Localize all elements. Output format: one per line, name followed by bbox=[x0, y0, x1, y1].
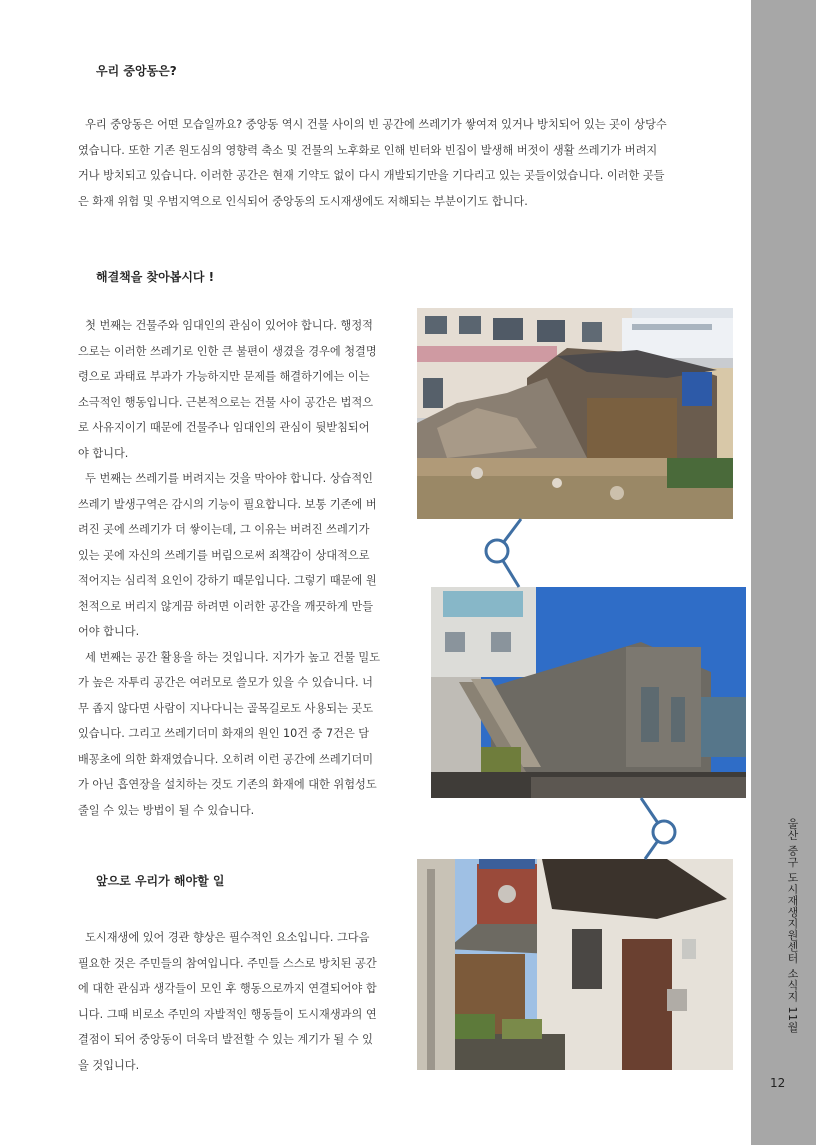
photo-alley bbox=[417, 859, 733, 1070]
intro-paragraph bbox=[78, 112, 720, 214]
text-line: 두 번째는 쓰레기를 버려지는 것을 막아야 합니다. 상습적인 bbox=[78, 472, 373, 485]
text-line: 니다. 그때 비로소 주민의 자발적인 행동들이 도시재생과의 연 bbox=[78, 1007, 377, 1021]
text-line: 줄일 수 있는 방법이 될 수 있습니다. bbox=[78, 803, 255, 817]
text-line: 에 대한 관심과 생각들이 모인 후 행동으로까지 연결되어야 합 bbox=[78, 982, 377, 995]
text-line: 세 번째는 공간 활용을 하는 것입니다. 지가가 높고 건물 밀도 bbox=[78, 650, 381, 664]
text-line: 적어지는 심리적 요인이 강하기 때문입니다. 그렇기 때문에 원 bbox=[78, 574, 377, 587]
text-line: 천적으로 버리지 않게끔 하려면 이러한 공간을 깨끗하게 만들 bbox=[78, 599, 374, 613]
intro-heading: 우리 중앙동은? bbox=[96, 64, 177, 78]
text-line: 결점이 되어 중앙동이 더욱더 발전할 수 있는 계기가 될 수 있 bbox=[78, 1033, 373, 1046]
text-line: 였습니다. 또한 기존 원도심의 영향력 축소 및 건물의 노후화로 인해 빈터와 빈집이 발생해 버젓이 생활 쓰레기가 버려지 bbox=[78, 143, 658, 157]
text-line: 첫 번째는 건물주와 임대인의 관심이 있어야 합니다. 행정적 bbox=[78, 319, 373, 332]
text-line: 은 화재 위험 및 우범지역으로 인식되어 중앙동의 도시재생에도 저해되는 부분이기도 합니다. bbox=[78, 194, 528, 208]
connector-circle-1 bbox=[486, 540, 508, 562]
text-line: 가 아닌 흡연장을 설치하는 것도 기존의 화재에 대한 위험성도 bbox=[78, 778, 377, 791]
text-line: 있습니다. 그리고 쓰레기더미 화재의 원인 10건 중 7건은 담 bbox=[78, 727, 370, 740]
text-line: 무 좁지 않다면 사람이 지나다니는 골목길로도 사용되는 곳도 bbox=[78, 701, 374, 715]
connector-circle-2 bbox=[653, 821, 675, 843]
text-line: 으로는 이러한 쓰레기로 인한 큰 불편이 생겼을 경우에 청결명 bbox=[78, 344, 377, 358]
text-line: 로 사유지이기 때문에 건물주나 임대인의 관심이 뒷받침되어 bbox=[78, 421, 370, 434]
text-line: 있는 곳에 자신의 쓰레기를 버림으로써 죄책감이 상대적으로 bbox=[78, 548, 370, 562]
text-line: 소극적인 행동입니다. 근본적으로는 건물 사이 공간은 법적으 bbox=[78, 395, 374, 409]
photo-collapsed-house bbox=[417, 308, 733, 519]
page-number: 12 bbox=[770, 1076, 786, 1090]
text-line: 도시재생에 있어 경관 향상은 필수적인 요소입니다. 그다음 bbox=[78, 931, 370, 944]
text-line: 을 것입니다. bbox=[78, 1058, 140, 1072]
newsletter-caption: 울산 중구 도시재생지원센터 소식지 11월 bbox=[786, 818, 799, 1033]
photo-abandoned-building bbox=[431, 587, 746, 798]
text-line: 어야 합니다. bbox=[78, 625, 140, 638]
text-line: 쓰레기 발생구역은 감시의 기능이 필요합니다. 보통 기존에 버 bbox=[78, 497, 377, 511]
text-line: 야 합니다. bbox=[78, 446, 129, 460]
solutions-heading: 해결책을 찾아봅시다 ! bbox=[96, 270, 215, 284]
text-line: 필요한 것은 주민들의 참여입니다. 주민들 스스로 방치된 공간 bbox=[78, 956, 377, 970]
text-line: 가 높은 자투리 공간은 여러모로 쓸모가 있을 수 있습니다. 너 bbox=[78, 676, 373, 689]
solutions-paragraph bbox=[78, 313, 400, 823]
text-line: 배꽁초에 의한 화재였습니다. 오히려 이런 공간에 쓰레기더미 bbox=[78, 752, 374, 766]
text-line: 령으로 과태료 부과가 가능하지만 문제를 해결하기에는 이는 bbox=[78, 370, 370, 383]
text-line: 려진 곳에 쓰레기가 더 쌓이는데, 그 이유는 버려진 쓰레기가 bbox=[78, 523, 370, 536]
future-heading: 앞으로 우리가 해야할 일 bbox=[96, 874, 225, 888]
text-line: 우리 중앙동은 어떤 모습일까요? 중앙동 역시 건물 사이의 빈 공간에 쓰레기가 쌓여져 있거나 방치되어 있는 곳이 상당수 bbox=[78, 118, 667, 131]
text-line: 거나 방치되고 있습니다. 이러한 공간은 현재 기약도 없이 다시 개발되기만을 기다리고 있는 곳들이었습니다. 이러한 곳들 bbox=[78, 169, 665, 182]
future-paragraph bbox=[78, 925, 400, 1078]
